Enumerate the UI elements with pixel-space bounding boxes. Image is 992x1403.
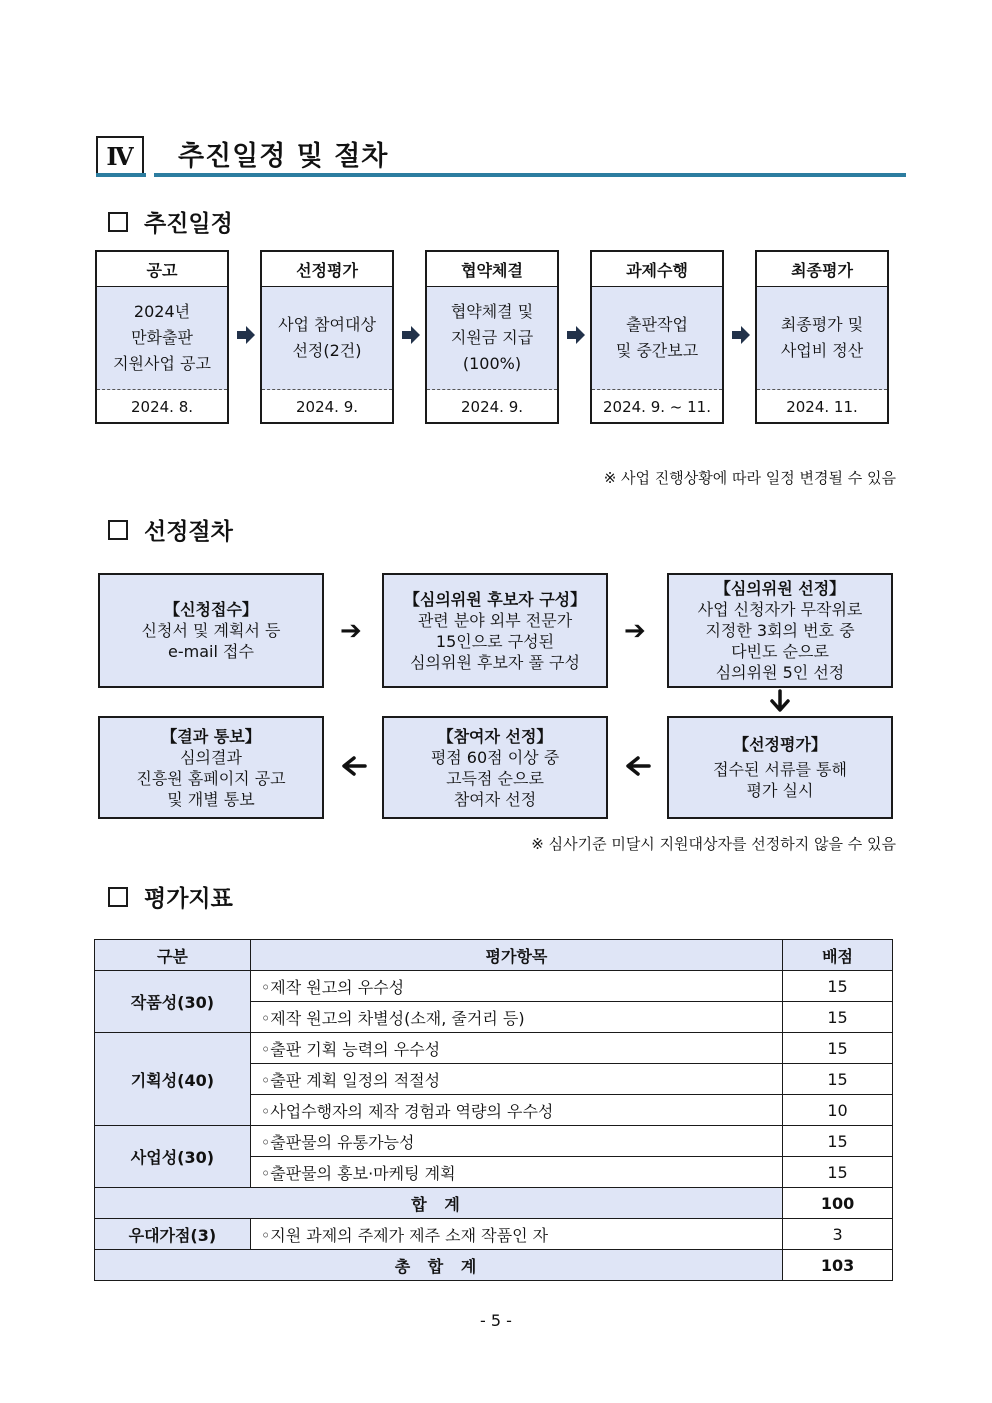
arrow-right-icon	[566, 325, 586, 345]
bonus-score: 3	[783, 1219, 893, 1250]
total-label: 총 합 계	[95, 1250, 783, 1281]
subtotal-row	[95, 1188, 893, 1219]
table-row	[95, 1126, 893, 1157]
arrow-right-icon	[731, 325, 751, 345]
subtotal-value: 100	[783, 1188, 893, 1219]
item-cell: ◦출판 계획 일정의 적절성	[250, 1064, 782, 1095]
evaluation-heading-text: 평가지표	[144, 885, 233, 912]
item-cell: ◦제작 원고의 차별성(소재, 줄거리 등)	[250, 1002, 782, 1033]
schedule-step-line: 및 중간보고	[615, 341, 699, 360]
schedule-step-line: 출판작업	[626, 315, 688, 334]
bonus-category: 우대가점(3)	[95, 1219, 251, 1250]
evaluation-heading	[108, 880, 233, 913]
procedure-heading	[108, 513, 233, 546]
schedule-step-date: 2024. 11.	[786, 398, 858, 416]
table-header-row	[95, 940, 893, 971]
bonus-item: ◦지원 과제의 주제가 제주 소재 작품인 자	[250, 1219, 782, 1250]
score-cell: 10	[783, 1095, 893, 1126]
schedule-step-body	[592, 287, 722, 390]
procedure-step-line: 참여자 선정	[453, 789, 537, 809]
schedule-heading	[108, 205, 233, 238]
item-cell: ◦제작 원고의 우수성	[250, 971, 782, 1002]
schedule-step-line: 선정(2건)	[292, 341, 362, 360]
schedule-step-date: 2024. 9.	[460, 398, 524, 416]
procedure-step-line: 진흥원 홈페이지 공고	[136, 768, 286, 788]
checkbox-square-icon	[108, 520, 128, 540]
schedule-step-line: 사업 참여대상	[278, 315, 376, 334]
procedure-step-line: 관련 분야 외부 전문가	[417, 610, 573, 630]
arrow-right-icon: ➔	[624, 616, 646, 646]
total-row	[95, 1250, 893, 1281]
table-row	[95, 971, 893, 1002]
arrow-right-icon	[401, 325, 421, 345]
schedule-step-line: 만화출판	[131, 328, 193, 347]
category-cell: 기획성(40)	[95, 1033, 251, 1126]
score-cell: 15	[783, 1157, 893, 1188]
procedure-step-line: 지정한 3회의 번호 중	[705, 621, 855, 640]
header-score: 배점	[783, 940, 893, 971]
procedure-step-1	[98, 573, 324, 688]
schedule-step-line: (100%)	[462, 354, 522, 373]
procedure-step-line: 심의위원 5인 선정	[715, 663, 845, 682]
item-cell: ◦사업수행자의 제작 경험과 역량의 우수성	[250, 1095, 782, 1126]
checkbox-square-icon	[108, 887, 128, 907]
evaluation-table	[94, 939, 893, 1281]
procedure-step-line: 신청서 및 계획서 등	[141, 621, 281, 640]
procedure-step-title: 【심의위원 후보자 구성】	[403, 589, 587, 609]
procedure-step-title: 【신청접수】	[164, 600, 258, 619]
category-cell: 작품성(30)	[95, 971, 251, 1033]
schedule-step-line: 사업비 정산	[780, 341, 864, 360]
arrow-right-icon	[236, 325, 256, 345]
header-category: 구분	[95, 940, 251, 971]
schedule-step-title: 선정평가	[262, 252, 392, 287]
procedure-step-line: 다빈도 순으로	[731, 642, 829, 661]
score-cell: 15	[783, 971, 893, 1002]
procedure-step-line: 평점 60점 이상 중	[430, 747, 560, 767]
schedule-step-date: 2024. 9.	[295, 398, 359, 416]
schedule-step-body	[757, 287, 887, 390]
item-cell: ◦출판물의 유통가능성	[250, 1126, 782, 1157]
score-cell: 15	[783, 1033, 893, 1064]
bonus-row	[95, 1219, 893, 1250]
schedule-step-4	[590, 250, 724, 424]
procedure-step-title: 【심의위원 선정】	[714, 579, 846, 598]
header-item: 평가항목	[250, 940, 782, 971]
procedure-step-line: 평가 실시	[746, 781, 814, 800]
total-value: 103	[783, 1250, 893, 1281]
procedure-step-2	[382, 573, 608, 688]
section-title: 추진일정 및 절차	[178, 141, 389, 172]
schedule-step-body	[427, 287, 557, 390]
arrow-left-icon	[625, 755, 651, 777]
schedule-step-title: 과제수행	[592, 252, 722, 287]
schedule-step-2	[260, 250, 394, 424]
procedure-step-line: 심의위원 후보자 풀 구성	[410, 652, 580, 672]
schedule-step-line: 협약체결 및	[450, 302, 534, 321]
arrow-right-icon: ➔	[340, 616, 362, 646]
schedule-step-line: 2024년	[133, 302, 191, 321]
schedule-step-line: 지원금 지급	[450, 328, 534, 347]
schedule-step-body	[262, 287, 392, 390]
schedule-step-title: 협약체결	[427, 252, 557, 287]
schedule-step-date: 2024. 9. ~ 11.	[603, 398, 711, 416]
schedule-step-1	[95, 250, 229, 424]
procedure-heading-text: 선정절차	[144, 518, 233, 545]
schedule-note: ※ 사업 진행상황에 따라 일정 변경될 수 있음	[603, 469, 896, 487]
table-row	[95, 1033, 893, 1064]
procedure-step-title: 【선정평가】	[733, 735, 827, 754]
schedule-step-body	[97, 287, 227, 390]
score-cell: 15	[783, 1002, 893, 1033]
subtotal-label: 합 계	[95, 1188, 783, 1219]
page-number: - 5 -	[480, 1311, 512, 1330]
procedure-step-line: 사업 신청자가 무작위로	[697, 600, 863, 619]
procedure-step-3	[667, 573, 893, 688]
schedule-step-3	[425, 250, 559, 424]
schedule-step-line: 지원사업 공고	[113, 354, 211, 373]
schedule-step-title: 최종평가	[757, 252, 887, 287]
item-cell: ◦출판 기획 능력의 우수성	[250, 1033, 782, 1064]
schedule-step-line: 최종평가 및	[780, 315, 864, 334]
schedule-step-date: 2024. 8.	[130, 398, 194, 416]
section-number: Ⅳ	[96, 136, 144, 176]
category-cell: 사업성(30)	[95, 1126, 251, 1188]
section-underline	[154, 173, 906, 177]
procedure-step-4	[667, 716, 893, 819]
schedule-heading-text: 추진일정	[144, 210, 233, 237]
arrow-left-icon	[341, 755, 367, 777]
score-cell: 15	[783, 1126, 893, 1157]
procedure-step-line: 고득점 순으로	[446, 768, 544, 788]
procedure-step-line: 및 개별 통보	[167, 789, 255, 809]
procedure-step-title: 【결과 통보】	[161, 726, 261, 746]
schedule-step-5	[755, 250, 889, 424]
section-number-bar	[96, 173, 146, 177]
checkbox-square-icon	[108, 212, 128, 232]
procedure-step-line: 심의결과	[180, 747, 242, 767]
schedule-step-title: 공고	[97, 252, 227, 287]
item-cell: ◦출판물의 홍보·마케팅 계획	[250, 1157, 782, 1188]
arrow-down-icon	[769, 689, 791, 713]
procedure-note: ※ 심사기준 미달시 지원대상자를 선정하지 않을 수 있음	[531, 835, 896, 853]
procedure-step-line: 15인으로 구성된	[435, 631, 555, 651]
procedure-step-line: 접수된 서류를 통해	[713, 760, 847, 779]
score-cell: 15	[783, 1064, 893, 1095]
procedure-step-line: e-mail 접수	[168, 642, 254, 661]
procedure-step-5	[382, 716, 608, 819]
procedure-step-title: 【참여자 선정】	[437, 726, 553, 746]
procedure-step-6	[98, 716, 324, 819]
